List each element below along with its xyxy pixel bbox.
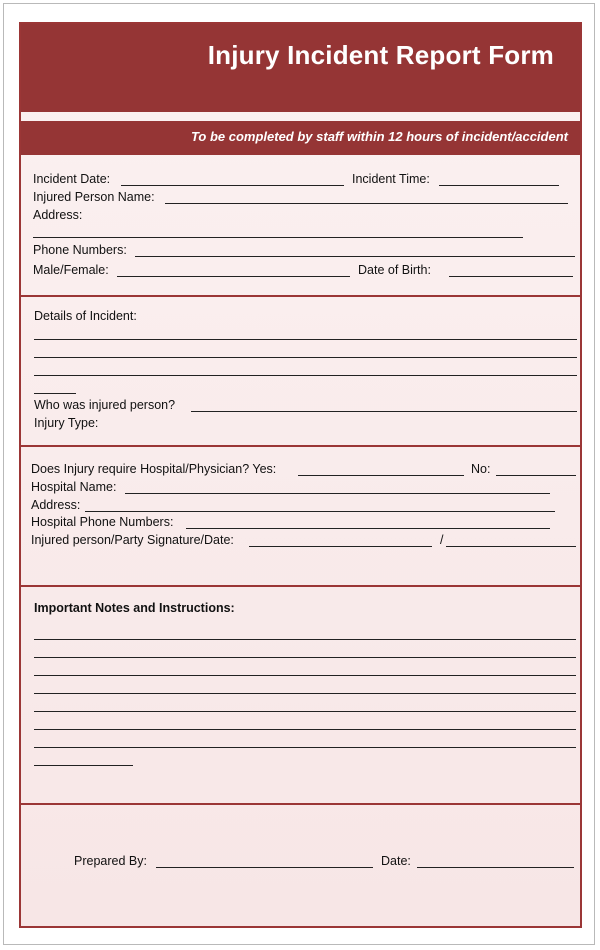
date-label: Date: (381, 854, 411, 868)
section-notes (21, 585, 580, 805)
phone-numbers-field[interactable] (135, 256, 575, 257)
hospital-no-label: No: (471, 462, 491, 476)
section-prepared-by (21, 803, 580, 926)
injury-type-label: Injury Type: (34, 416, 99, 430)
section-incident-details (21, 295, 580, 447)
details-of-incident-label: Details of Incident: (34, 309, 137, 323)
notes-line-4[interactable] (34, 693, 576, 694)
section-hospital (21, 445, 580, 587)
subtitle-band (21, 121, 580, 155)
phone-numbers-label: Phone Numbers: (33, 243, 127, 257)
male-female-field[interactable] (117, 276, 350, 277)
notes-line-3[interactable] (34, 675, 576, 676)
page-title: Injury Incident Report Form (207, 40, 554, 70)
who-injured-label: Who was injured person? (34, 398, 176, 412)
male-female-label: Male/Female: (33, 263, 109, 277)
injured-person-name-label: Injured Person Name: (33, 190, 155, 204)
notes-line-8[interactable] (34, 765, 133, 766)
hospital-yes-field[interactable] (298, 475, 464, 476)
details-line-1[interactable] (34, 339, 577, 340)
hospital-phone-label: Hospital Phone Numbers: (31, 515, 174, 529)
incident-time-field[interactable] (439, 185, 559, 186)
details-line-4[interactable] (34, 393, 76, 394)
title-band (21, 24, 580, 112)
notes-heading: Important Notes and Instructions: (34, 601, 235, 615)
details-line-3[interactable] (34, 375, 577, 376)
page-subtitle: To be completed by staff within 12 hours of incident/accident (190, 129, 568, 144)
hospital-name-label: Hospital Name: (31, 480, 117, 494)
hospital-no-field[interactable] (496, 475, 576, 476)
date-field[interactable] (417, 867, 574, 868)
signature-date-separator: / (440, 533, 444, 547)
hospital-question-label: Does Injury require Hospital/Physician? Yes: (31, 462, 277, 476)
notes-line-5[interactable] (34, 711, 576, 712)
notes-line-7[interactable] (34, 747, 576, 748)
hospital-phone-field[interactable] (186, 528, 550, 529)
hospital-address-field[interactable] (85, 511, 555, 512)
incident-date-label: Incident Date: (33, 172, 111, 186)
notes-line-2[interactable] (34, 657, 576, 658)
date-of-birth-field[interactable] (449, 276, 573, 277)
signature-date-field[interactable] (446, 546, 576, 547)
signature-field[interactable] (249, 546, 432, 547)
prepared-by-field[interactable] (156, 867, 373, 868)
prepared-by-label: Prepared By: (74, 854, 147, 868)
hospital-name-field[interactable] (125, 493, 550, 494)
incident-time-label: Incident Time: (352, 172, 430, 186)
hospital-address-label: Address: (31, 498, 81, 512)
details-line-2[interactable] (34, 357, 577, 358)
section-personal-details (21, 157, 580, 297)
injured-person-name-field[interactable] (165, 203, 568, 204)
address-field[interactable] (33, 237, 523, 238)
date-of-birth-label: Date of Birth: (358, 263, 431, 277)
incident-date-field[interactable] (121, 185, 344, 186)
who-injured-field[interactable] (191, 411, 577, 412)
notes-line-1[interactable] (34, 639, 576, 640)
notes-line-6[interactable] (34, 729, 576, 730)
signature-label: Injured person/Party Signature/Date: (31, 533, 234, 547)
address-label: Address: (33, 208, 83, 222)
incident-report-form (19, 22, 582, 928)
